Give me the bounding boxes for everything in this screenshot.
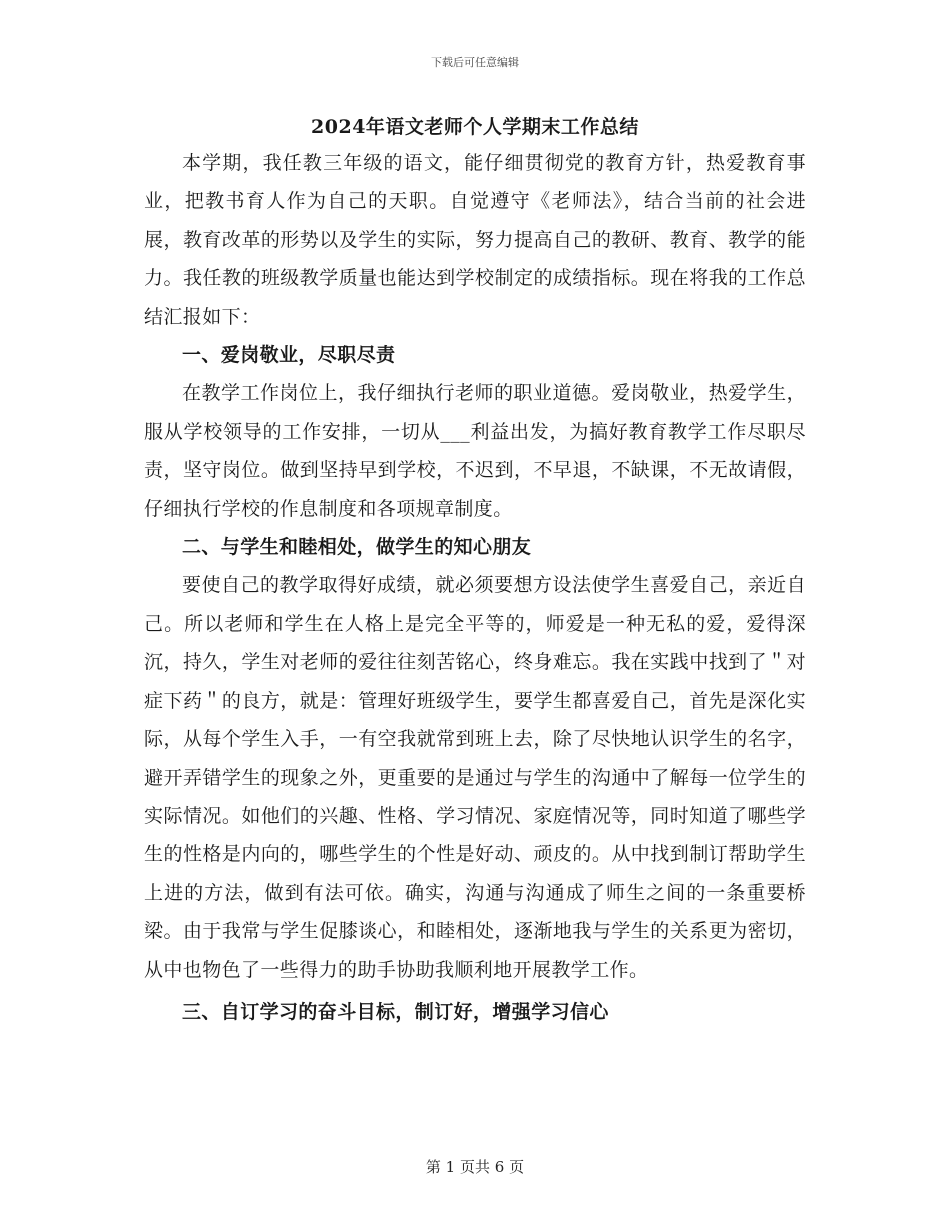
document-title: 2024年语文老师个人学期末工作总结	[311, 116, 639, 138]
page-number: 第 1 页共 6 页	[425, 1158, 525, 1176]
section-heading-1: 一、爱岗敬业，尽职尽责	[182, 344, 396, 367]
section-heading-3: 三、自订学习的奋斗目标，制订好，增强学习信心	[182, 1000, 609, 1023]
section-body-1: 在教学工作岗位上，我仔细执行老师的职业道德。爱岗敬业，热爱学生，服从学校领导的工作安排，一切从___利益出发，为搞好教育教学工作尽职尽责，坚守岗位。做到坚持早到学校，不迟到，不早退，不缺课，不无故请假，仔细执行学校的作息制度和各项规章制度。	[144, 382, 806, 520]
document-body	[144, 112, 806, 1031]
intro-paragraph: 本学期，我任教三年级的语文，能仔细贯彻党的教育方针，热爱教育事业，把教书育人作为自己的天职。自觉遵守《老师法》，结合当前的社会进展，教育改革的形势以及学生的实际，努力提高自己的教研、教育、教学的能力。我任教的班级教学质量也能达到学校制定的成绩指标。现在将我的工作总结汇报如下：	[144, 152, 806, 328]
section-body-2: 要使自己的教学取得好成绩，就必须要想方设法使学生喜爱自己，亲近自己。所以老师和学生在人格上是完全平等的，师爱是一种无私的爱，爱得深沉，持久，学生对老师的爱往往刻苦铭心，终身难忘。我在实践中找到了＂对症下药＂的良方，就是：管理好班级学生，要学生都喜爱自己，首先是深化实际，从每个学生入手，一有空我就常到班上去，除了尽快地认识学生的名字，避开弄错学生的现象之外，更重要的是通过与学生的沟通中了解每一位学生的实际情况。如他们的兴趣、性格、学习情况、家庭情况等，同时知道了哪些学生的性格是内向的，哪些学生的个性是好动、顽皮的。从中找到制订帮助学生上进的方法，做到有法可依。确实，沟通与沟通成了师生之间的一条重要桥梁。由于我常与学生促膝谈心，和睦相处，逐渐地我与学生的关系更为密切，从中也物色了一些得力的助手协助我顺利地开展教学工作。	[144, 574, 806, 981]
section-heading-2: 二、与学生和睦相处，做学生的知心朋友	[182, 536, 532, 559]
header-note: 下载后可任意编辑	[431, 56, 519, 69]
